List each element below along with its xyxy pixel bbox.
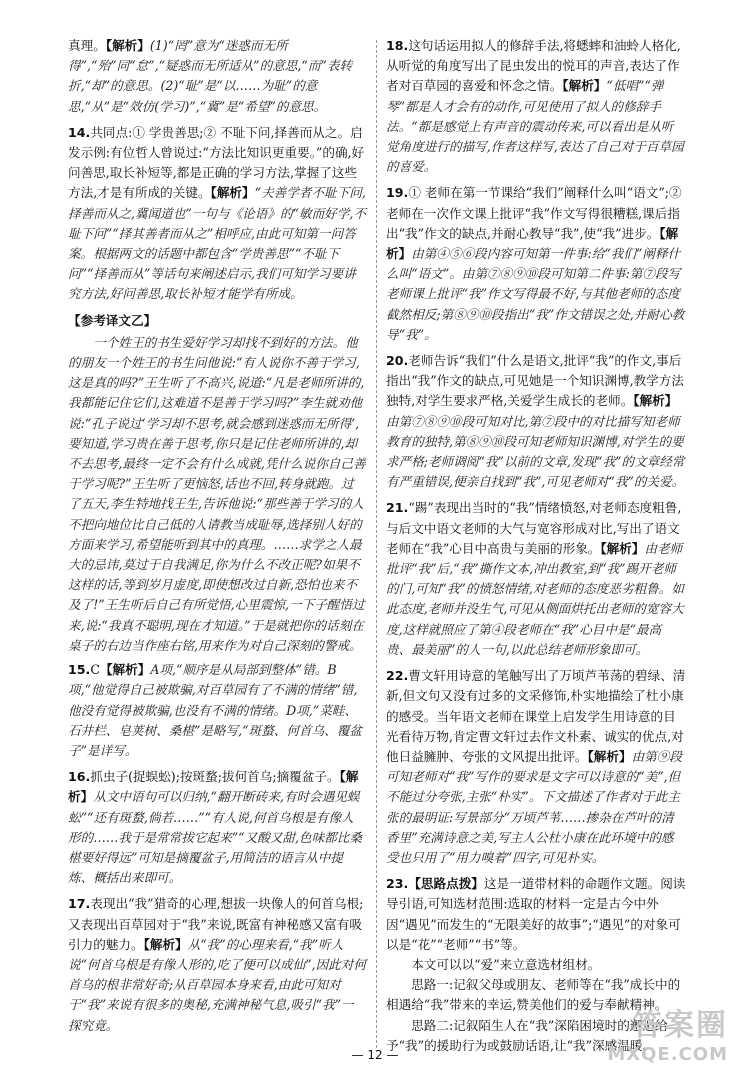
question-number: 22. bbox=[386, 668, 409, 684]
answer-text: 这句话运用拟人的修辞手法,将蟋蟀和油蛉人格化,从听觉的角度写出了昆虫发出的悦耳的声音,表达了作者对百草园的喜爱和怀念之情。 bbox=[386, 38, 681, 94]
question-number: 20. bbox=[386, 353, 409, 369]
approach-paragraph: 本文可以以“爱”来立意选材组材。 bbox=[411, 956, 601, 972]
analysis-tag: 【解析】 bbox=[386, 225, 679, 262]
analysis-text: 由老师批评“我”后,“我”撕作文本,冲出教室,到“我”踢开老师的门,可知“我”的愤怒情绪,对老师的态度恶劣粗鲁。如此态度,老师并没生气,可见从侧面烘托出老师的宽容大度,这样就照应了第④段老师在“我”心目中是“最高贵、最美丽”的人一句,以此总结老师形象即可。 bbox=[386, 540, 684, 657]
answer-text: 老师告诉“我们”什么是语文,批评“我”的作文,事后指出“我”作文的缺点,可见她是一个知识渊博,教学方法独特,对学生要求严格,关爱学生成长的老师。 bbox=[386, 353, 684, 409]
answer-text: 真理。 bbox=[68, 38, 106, 53]
answer-text: 这是一道带材料的命题作文题。阅读导引语,可知选材范围:选取的材料一定是古今中外因“遇见”而发生的“无限美好的故事”;“遇见”的对象可以是“花”“老师”“书”等。 bbox=[386, 876, 686, 952]
analysis-text: (1)“罔”意为“迷惑而无所得”,“殆”同“怠”,“疑惑而无所适从”的意思,“而”表转折,“却”的意思。(2)“耻”是“以……为耻”的意思,“从”是“效仿(学习)”,“冀”是“希望”的意思。 bbox=[68, 38, 353, 114]
answer-13-continued bbox=[68, 36, 366, 117]
analysis-text: 从文中语句可以归纳,“翻开断砖来,有时会遇见蜈蚣”“还有斑蝥,倘若……”“有人说,何首乌根是有像人形的……我于是常常拔它起来”“又酸又甜,色味都比桑椹要好得远”可知是摘覆盆子,用简洁的语言从中提炼、概括出来即可。 bbox=[68, 789, 362, 886]
answer-19 bbox=[386, 183, 686, 345]
answer-22 bbox=[386, 666, 686, 868]
analysis-tag: 【解析】 bbox=[587, 748, 632, 764]
answer-text: 抓虫子(捉蜈蚣);按斑蝥;拔何首乌;摘覆盆子。 bbox=[90, 769, 340, 785]
analysis-text: “低唱”“弹琴”都是人才会有的动作,可见使用了拟人的修辞手法。“都是感觉上有声音的震动传来,可以看出是从听觉角度进行的描写,作者这样写,表达了自己对于百草园的喜爱。 bbox=[386, 78, 684, 175]
answer-18 bbox=[386, 36, 686, 177]
left-column bbox=[68, 36, 366, 1042]
analysis-text: 由第⑨段可知老师对“我”写作的要求是文字可以诗意的“美”,但不能过分夸张,主张“朴实”。下文描述了作者对于此主张的最明证:写景部分“万顷芦苇……掺杂在芦叶的清香里”充满诗意之美,写主人公杜小康在此环境中的感受也只用了“用力嗅着”四字,可见朴实。 bbox=[386, 748, 682, 865]
reference-translation-heading: 【参考译文乙】 bbox=[68, 312, 157, 328]
analysis-tag: 【解析】 bbox=[633, 393, 678, 409]
approach-tag: 【思路点拨】 bbox=[408, 876, 484, 892]
answer-text: 表现出“我”猎奇的心理,想拔一块像人的何首乌根;又表现出百草园对于“我”来说,既富有神秘感又富有吸引力的魅力。 bbox=[68, 896, 364, 952]
analysis-text: A项,“顺序是从局部到整体”错。B项,“他觉得自己被欺骗,对百草园有了不满的情绪”错,他没有觉得被欺骗,也没有不满的情绪。D项,“菜畦、石井栏、皂荚树、桑椹”是略写,“斑蝥、何首乌、覆盆子”是详写。 bbox=[68, 662, 362, 758]
answer-20 bbox=[386, 351, 686, 492]
question-number: 21. bbox=[386, 500, 409, 516]
analysis-tag: 【解析】 bbox=[210, 185, 255, 201]
site-watermark bbox=[607, 1000, 728, 1065]
right-column bbox=[386, 36, 686, 1056]
analysis-tag: 【解析】 bbox=[99, 662, 151, 678]
approach-paragraph: 思路二:记叙陌生人在“我”深陷困境时的邂逅给予“我”的援助行为或鼓励话语,让“我”深感温暖。 bbox=[386, 1017, 668, 1053]
answer-text: 曹文轩用诗意的笔触写出了万顷芦苇荡的碧绿、清新,但文句又没有过多的文采修饰,朴实地描绘了杜小康的感受。当年语文老师在课堂上启发学生用诗意的目光看待万物,肯定曹文轩过去作文朴素、诚实的优点,对他日益臃肿、夸张的文风提出批评。 bbox=[386, 668, 686, 764]
answer-text: “踢”表现出当时的“我”情绪愤怒,对老师态度粗鲁,与后文中语文老师的大气与宽容形成对比,写出了语文老师在“我”心目中高贵与美丽的形象。 bbox=[386, 500, 682, 556]
answer-21 bbox=[386, 498, 686, 660]
analysis-text: 由第⑦⑧⑨⑩段可知对比,第⑦段中的对比描写知老师教育的独特,第⑧⑨⑩段可知老师知识渊博,对学生的要求严格;老师调阅“我”以前的文章,发现“我”的文章经常有严重错误,便亲自找到“我”,可见老师对“我”的关爱。 bbox=[386, 413, 685, 490]
question-number: 17. bbox=[68, 896, 91, 912]
analysis-text: 由第④⑤⑥段内容可知第一件事:给“我们”阐释什么叫“语文”。由第⑦⑧⑨⑩段可知第二件事:第⑦段写老师课上批评“我”作文写得最不好,与其他老师的态度截然相反;第⑧⑨⑩段指出“我”作文错误之处,并耐心教导“我”。 bbox=[386, 246, 685, 342]
approach-paragraph: 思路一:记叙父母或朋友、老师等在“我”成长中的相遇给“我”带来的幸运,赞美他们的爱与奉献精神。 bbox=[386, 977, 681, 1013]
analysis-tag: 【解析】 bbox=[68, 769, 359, 805]
question-number: 14. bbox=[68, 124, 91, 140]
analysis-tag: 【解析】 bbox=[562, 78, 607, 94]
answer-23 bbox=[386, 874, 686, 955]
question-number: 23. bbox=[386, 876, 409, 892]
page-number: — 12 — bbox=[351, 1048, 399, 1062]
answer-text: ① 老师在第一节课给“我们”阐释什么叫“语文”;② 老师在一次作文课上批评“我”作文写得很糟糕,课后指出“我”作文的缺点,并耐心教导“我”,使“我”进步。 bbox=[386, 185, 682, 241]
answer-15 bbox=[68, 660, 366, 761]
question-number: 18. bbox=[386, 38, 409, 53]
question-number: 19. bbox=[386, 185, 409, 201]
analysis-tag: 【解析】 bbox=[143, 936, 188, 952]
analysis-tag: 【解析】 bbox=[600, 540, 645, 556]
answer-16 bbox=[68, 767, 366, 888]
column-divider bbox=[376, 40, 377, 1048]
reference-translation-paragraph: 一个姓王的书生爱好学习却找不到好的方法。他的朋友一个姓王的书生问他说:“有人说你不善于学习,这是真的吗?”王生听了不高兴,说道:“凡是老师所讲的,我都能记住它们,这难道不是善于学习吗?”李生就劝他说:“孔子说过‘学习却不思考,就会感到迷惑而无所得’,要知道,学习贵在善于思考,你只是记住老师所讲的,却不去思考,最终一定不会有什么成就,凭什么说你自己善于学习呢?”王生听了更恼怒,话也不回,转身就跑。过了五天,李生特地找王生,告诉他说:“那些善于学习的人不把向地位比自己低的人请教当成耻辱,选择别人好的方面来学习,希望能听到其中的真理。……求学之人最大的忌讳,莫过于自我满足,你为什么不改正呢?如果不这样的话,等到岁月虚度,即使想改过自新,恐怕也来不及了!”王生听后自己有所觉悟,心里震惊,一下子醒悟过来,说:“我真不聪明,现在才知道。”于是就把你的话刻在桌子的右边当作座右铭,用来作为对自己深刻的警戒。 bbox=[68, 334, 366, 653]
answer-text: C bbox=[90, 662, 100, 678]
answer-17 bbox=[68, 894, 366, 1035]
question-number: 15. bbox=[68, 662, 91, 678]
analysis-text: “夫善学者不耻下问,择善而从之,冀闻道也”一句与《论语》的“敏而好学,不耻下问”“择其善者而从之”相呼应,由此可知第一问答案。根据两文的话题中都包含“学贵善思”“不耻下问”“择善而从”等话句来阐述启示,我们可知学习要讲究方法,好问善思,取长补短才能学有所成。 bbox=[68, 185, 366, 302]
question-number: 16. bbox=[68, 769, 91, 785]
answer-text: 共同点:① 学贵善思;② 不耻下问,择善而从之。启发示例:有位哲人曾说过:“方法比知识更重要。”的确,好问善思,取长补短等,都是正确的学习方法,掌握了这些方法,才是有所成的关键。 bbox=[68, 124, 365, 201]
watermark-url: MXQE.COM bbox=[607, 1044, 728, 1065]
analysis-tag: 【解析】 bbox=[105, 38, 150, 53]
analysis-text: 从“我”的心理来看,“我”听人说“何首乌根是有像人形的,吃了便可以成仙”,因此对何首乌的根非常好奇;从百草园本身来看,由此可知对于“我”来说有很多的奥秘,充满神秘气息,吸引“我”一探究竟。 bbox=[68, 936, 366, 1033]
answer-14 bbox=[68, 123, 366, 305]
watermark-brand: 答案圈 bbox=[632, 1008, 728, 1043]
